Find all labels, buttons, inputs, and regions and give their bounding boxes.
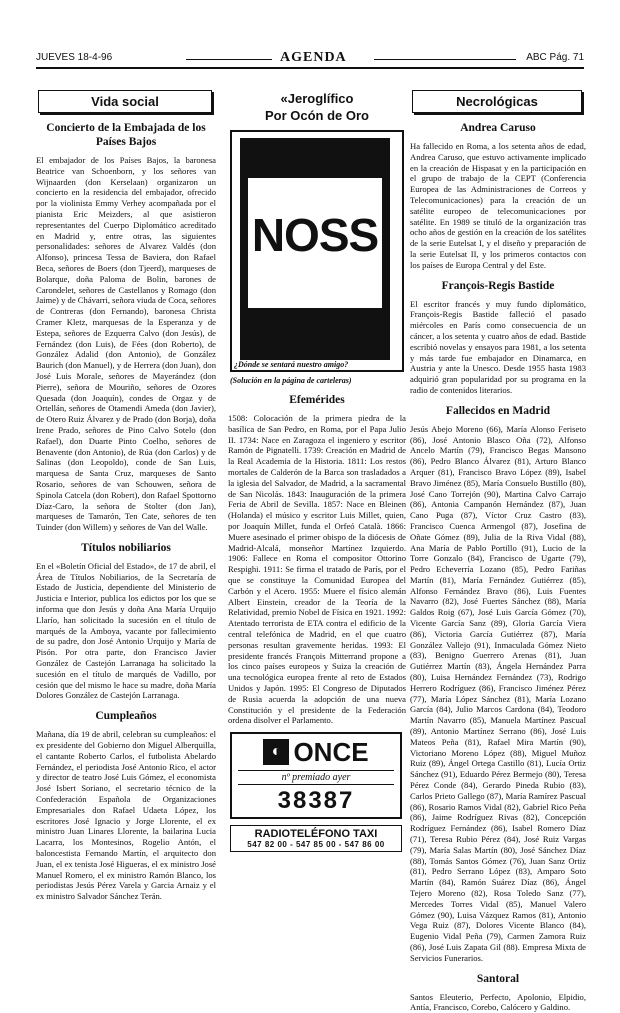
rebus-card [248, 178, 382, 308]
caruso-text: Ha fallecido en Roma, a los setenta años de edad, Andrea Caruso, que estuvo activamente implicado en la creación de Hispasat y en la participación en el grupo de trabajo de la CEPT (Conferencia Europea de las Administraciones de Correos y Telecomunicaciones) para la creación de un satélite europeo de telecomunicaciones por satélite. En 1989 se tituló de la organización tras ocho años de gestión en la creación de los satélites de la serie Eutelsat I, y el diseño y preparación de la serie Eutelsat II, y los primeros contactos con los países de Europa Central y del Este. [410, 141, 586, 270]
section-title: AGENDA [280, 50, 347, 65]
efemerides-text: 1508: Colocación de la primera piedra de la basílica de San Pedro, en Roma, por el Papa Julio II. 1734: Nace en Zaragoza el ingeniero y escritor Ramón de Pignatelli. 1739: Creación en Madrid de la Real Academia de la Historia. 1811: Los restos mortales de Calderón de la Barca son trasladados a la iglesia del Salvador, de Madrid, a la sacramental de San Nicolás. 1843: Inauguración de la primera Feria de Abril de Sevilla. 1857: Nace en Bleinen (Holanda) el músico y escritor Luis Millet, quien, por Joaquín Millet, funda el Orfeó Català. 1866: Muere asesinado el primer obispo de la diócesis de Madrid-Alcalá, monseñor Martínez Izquierdo. 1906: Fallece en Roma el compositor Ottorino Respighi. 1911: Se firma el tratado de París, por el que se constituye la Comunidad Europea del Carbón y el Acero. 1955: Muere el físico alemán Albert Einstein, creador de la Teoría de la Relatividad, premio Nobel de Física en 1921. 1992: Atentado terrorista de ETA contra el edificio de la central telefónica de Madrid, en el que cuatro personas resultan gravemente heridas. 1993: El presidente francés François Mitterrand propone a los cinco países europeos y Suiza la creación de una tecnológica europea frente al reto de Estados Unidos y Japón. 1995: El Congreso de Diputados de Rusia acuerda la adopción de una nueva Constitución y el presidente de la Federación ordena disolver el Parlamento. [228, 413, 406, 726]
concert-headline: Concierto de la Embajada de los Países Bajos [46, 122, 206, 148]
fallecidos-headline: Fallecidos en Madrid [445, 404, 551, 417]
header-rule-right [374, 59, 516, 60]
bastide-text: El escritor francés y muy fundo diplomático, François-Regis Bastide falleció el pasado miércoles en París como consecuencia de un cáncer, a los setenta y cuatro años de edad. Bastide escribió novelas y ensayos para 1981, a los setenta y más tarde fue embajador en Dinamarca, en Austria y ante la Unesco. Desde 1955 hasta 1983 adquirió gran popularidad por su programa en la radio de contenidos literarios. [410, 298, 586, 395]
birthdays-headline: Cumpleaños [95, 710, 157, 723]
rebus-puzzle [230, 130, 404, 372]
santoral-text: Santos Eleuterio, Perfecto, Apolonio, Elpidio, Antía, Francisco, Corebo, Calócero y Galdino. [410, 991, 586, 1013]
taxi-name: RADIOTELÉFONO TAXI [254, 828, 378, 841]
caruso-headline: Andrea Caruso [460, 122, 536, 134]
header-divider [36, 67, 584, 69]
once-slogan: nº premiado ayer [238, 770, 394, 785]
page-header [36, 50, 584, 68]
birthdays-text: Mañana, día 19 de abril, celebran su cumpleaños: el ex presidente del Gobierno don Miguel Alberquilla, el cantante Roberto Carlos, el futbolista Abelardo Fernández, el periodista José Antonio Rico, el actor y director de teatro José Luis Gómez, el economista José Isbert Soriano, el secretario técnico de la Confederación Española de Organizaciones Empresariales don Rafael Udaeta López, los escritores José Ignacio y Jorge Llorente, el ex ministro Juan Linares Llorente, la bailarina Lucia Lacarra, los Montesinos, Rogelio Antón, el baloncestista Fernando Martín, el arquitecto don Juan, el ex tenista José Higueras, el ex ministro José Manuel Romero, el ex ministro Ramón Blanco, los periodistas Jesús Pérez Varela y Garcia Arnaiz y el ex ministro Salvador Sánchez Terán. [36, 729, 216, 902]
once-mark-icon: ◐ [263, 739, 289, 765]
column-necrologicas [410, 88, 586, 1013]
taxi-phones: 547 82 00 - 547 85 00 - 547 86 00 [247, 840, 385, 850]
once-logo [232, 736, 400, 768]
santoral-headline: Santoral [476, 972, 520, 985]
puzzle-author: Por Ocón de Oro [264, 108, 369, 123]
fallecidos-text: Jesús Abejo Moreno (66), María Alonso Feriseto (86), José Antonio Blasco Oña (72), Alfonso Ancelo Martín (79), Francisco Begas Mansono (86), Pedro Blanco Álvarez (81), Arturo Blanco Arquer (81), Francisco Bravo López (89), Isabel Bravo Jiménez (85), María Consuelo Bustillo (80), José Cano Torrejón (90), Martina Calvo Carrajo (86), Antonia Campanón Hernández (87), Juan Cano Puga (87), Víctor Cruz Castro (83), Francisco Cuenca Armengol (87), Josefina de Oñate Gómez (89), Julia de la Riva Vidal (88), Ana María de Pablo Portillo (91), Lucio de la Torre Gonzalo (84), Francisco de Ugarte (79), Pedro Echeverría Lozano (85), Pedro Fariñas Martín (81), María Fernández Gutiérrez (85), Alfonso Fernández Bravo (86), Luis Fuentes Navarro (82), José Fuertes Sánchez (88), María Galdos Roig (67), José Luis García Gómez (70), Vicente García Sanz (89), Gloria García Viera (86), Victoria García Gutiérrez (87), María González Vallejo (91), Inmaculada Gómez Nieto (83), Benigno Guerrero Arenas (81), Juan Gutiérrez Martín (83), Ángela Hernández Parra (80), Luisa Hernández Fernández (73), Rodrigo Herrero Rodríguez (86), Francisco Jiménez Pérez (77), María López Sánchez (81), María Lozano García (84), Julio Marcos Cardona (84), Teodoro Martín Navarro (85), Manuela Martínez Pascual (89), Antonio Martínez Serrano (86), José Luis Mateos Peña (81), Rafael Mira Martín (90), Victoriano Moreno López (88), Miguel Muñoz Ruiz (89), Ángel Ortega Castillo (81), Lucía Ortiz Sánchez (91), Eduardo Pérez Bermejo (80), Teresa Pérez Conde (84), Gerardo Pineda Rubio (83), Carlos Prieto Gallego (87), María Ramírez Pascual (86), Rosario Ramos Vidal (82), Gabriel Rico Peña (86), Jaime Rodríguez Rivas (82), Concepción Rodríguez Fernández (86), Isabel Romero Díaz (71), Teresa Rubio Pérez (84), José Ruiz Vargas (79), María Salas Martín (80), José Sánchez Díaz (88), Tomás Santos Gómez (76), Juan Sanz Ortiz (81), Pedro Serrano López (83), Amparo Soto Martín (84), Ramón Suárez Díaz (86), Ángel Tejero Moreno (82), Rosa Toledo Sanz (77), Mercedes Torres Vidal (85), Manuel Valero Gómez (90), Luisa Vázquez Ramos (81), Antonio Vega Ruiz (87), Dolores Vicente Blanco (84), Eugenio Vidal Peña (79), Carmen Zamora Ruiz (86), José Luis Zapata Gil (88). Empresa Mixta de Servicios Funerarios. [410, 423, 586, 963]
column-vida-social [36, 88, 216, 902]
necrologicas-heading: Necrológicas [412, 90, 582, 113]
column-middle [228, 88, 406, 850]
once-winning-number: 38387 [277, 787, 355, 815]
page-number: ABC Pág. 71 [526, 52, 584, 63]
bastide-headline: François-Regis Bastide [441, 279, 555, 292]
puzzle-title: «Jeroglífico [280, 91, 354, 106]
once-logo-text: ONCE [293, 737, 369, 768]
rebus-word: NOSS [251, 209, 379, 261]
taxi-ad [230, 825, 402, 852]
titles-text: En el «Boletín Oficial del Estado», de 17 de abril, el Área de Títulos Nobiliarios, de la Secretaría de Estado de Justicia, dependiente del Ministerio de Justicia e Interior, publica los edictos por los que se informa que don Jesús y doña Ana María Urquijo Llarío, han solicitado la sucesión en el título de marqués de la Amboya, vacante por fallecimiento de su padre, don José Antonio Urquijo y María de Pisón. Por otra parte, don Francisco Javier González de Castejón Larranaga ha solicitado la sucesión en el título de marqués de Vadillo, por cesión que del mismo le hace su madre, doña María Dolores González de Castejón Larranaga. [36, 560, 216, 701]
rebus-frame [240, 138, 390, 360]
vida-social-heading: Vida social [38, 90, 212, 113]
header-date: JUEVES 18-4-96 [36, 52, 113, 63]
rebus-solution-note: (Solución en la página de carteleras) [230, 376, 352, 385]
puzzle-heading [228, 90, 406, 124]
efemerides-headline: Efemérides [289, 394, 345, 406]
once-lottery-box [230, 732, 402, 819]
titles-headline: Títulos nobiliarios [81, 541, 171, 554]
header-rule-left [186, 59, 272, 60]
rebus-question: ¿Dónde se sentará nuestro amigo? [234, 360, 349, 369]
concert-text: El embajador de los Países Bajos, la baronesa Beatrice van Schoenborn, y los señores van Wijnaarden (don Kerselaan) organizaron un concierto en la residencia del embajador, ofrecido por la violinista Emmy Verhey acompañada por el pianista Eric Meizders, al que asistieron representantes del Cuerpo Diplomático acreditado en Madrid y, entre otras, las siguientes personalidades: señores de Alvarez Valdés (don Alfonso), princesa Tessa de Baviera, don Rafael Beca, señores de Boers (don Tjeerd), marqueses de Bolarque, doña Paloma de Bolin, barones de Carondelet, señores de Castellanos y Romago (don Jaime) y de Chávarri, señora viuda de Coca, señores de Contreras (don Fernando), baronesa Christa Cramer Kletz, marquesas de la Esperanza y de Estepa, señores de Ezquerra Calvo (don Jesús), de Fernández (don Luis), de Fées (don Roberto), de González Adalid (don Antonio), de González Baurich (don Manuel), y de Herrera (don Juan), don José Luis Morale, señores de Mayerández (don Pierre), señora de Mouriño, señores de Ozores Quesada (don Joaquín), condes de Orgaz y de Ortellán, señores de Otamendi Ameda (don Javier), de Otero Ruiz Álvarez y de Prado (don Borja), doña Irene Prado, señores de Pino Calvo Sotelo (don Rafael), don Duarte Pinto Coelho, señores de Benavente (don Antonio), de Rúa (don Carlos) y de Salinas (don Leopoldo), conde de San Luis, marquesa de Santa Cruz, marqueses de Santo Rosario, señores de van Schouwen, señora de Spinola Catcela (don Robert), don Rafael Spottorno Díaz-Caro, la señora de Stolter (don Jan), marqueses de Tamarón, Ten Cate, señores de ten Tuinder (don Willem) y señores de Van del Walle. [36, 155, 216, 533]
